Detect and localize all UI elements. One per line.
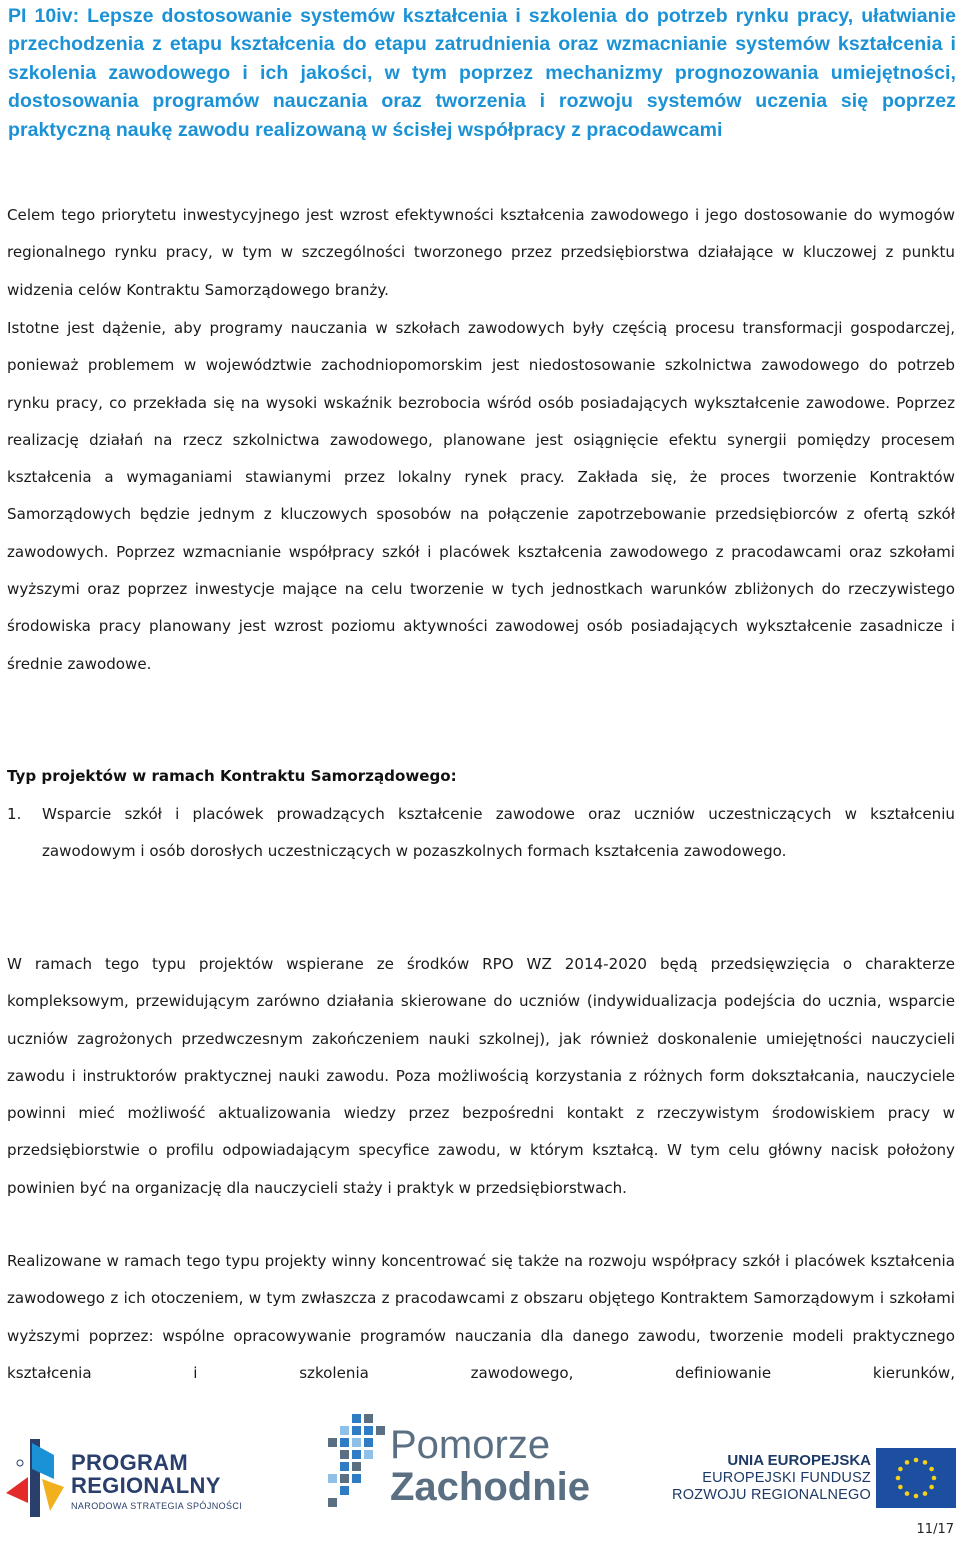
footer (0, 1400, 960, 1546)
eu-fund-logo (648, 1448, 956, 1518)
eu-flag-icon (876, 1448, 956, 1508)
page-number: 11/17 (916, 1522, 954, 1537)
pomorze-logo-line2: Zachodnie (390, 1465, 591, 1509)
program-regionalny-logo (6, 1433, 251, 1523)
list-item-number: 1. (7, 805, 22, 823)
pomorze-zachodnie-logo (320, 1410, 620, 1520)
list-item-text: Wsparcie szkół i placówek prowadzących kształcenie zawodowe oraz uczniów uczestniczących w kształceniu zawodowym i osób dorosłych uczestniczących w pozaszkolnych formach kształcenia zawodowego. (42, 805, 955, 861)
program-regionalny-emblem-icon (6, 1433, 66, 1523)
program-logo-line3: NARODOWA STRATEGIA SPÓJNOŚCI (71, 1501, 243, 1511)
pomorze-logo-line1: Pomorze (390, 1423, 551, 1467)
project-types-title: Typ projektów w ramach Kontraktu Samorządowego: (7, 767, 457, 785)
paragraph-cooperation: Realizowane w ramach tego typu projekty winny koncentrować się także na rozwoju współpracy szkół i placówek kształcenia zawodowego z ich otoczeniem, w tym zwłaszcza z pracodawcami z obszaru objętego Kontraktem Samorządowym i szkołami wyższymi poprzez: wspólne opracowywanie programów nauczania dla danego zawodu, tworzenie modeli praktycznego kształcenia i szkolenia zawodowego, definiowanie kierunków, (7, 1252, 955, 1382)
paragraph-support-scope: W ramach tego typu projektów wspierane ze środków RPO WZ 2014-2020 będą przedsięwzięcia o charakterze kompleksowym, przewidującym zarówno działania skierowane do uczniów (indywidualizacja podejścia do ucznia, wsparcie uczniów zagrożonych przedwczesnym zakończeniem nauki szkolnej), jak również doskonalenie umiejętności nauczycieli zawodu i instruktorów praktycznej nauki zawodu. Poza możliwością korzystania z różnych form dokształcania, nauczyciele powinni mieć możliwość aktualizowania wiedzy przez bezpośredni kontakt z rzeczywistym środowiskiem pracy w przedsiębiorstwie o profilu odpowiadającym specyfice zawodu, w którym kształcą. W tym celu główny nacisk położony powinien być na organizację dla nauczycieli staży i praktyk w przedsiębiorstwach. (7, 955, 955, 1197)
paragraph-objective: Celem tego priorytetu inwestycyjnego jest wzrost efektywności kształcenia zawodowego i jego dostosowanie do wymogów regionalnego rynku pracy, w tym w szczególności tworzonego przez przedsiębiorstwa działające w kluczowej z punktu widzenia celów Kontraktu Samorządowego branży. (7, 206, 955, 299)
eu-logo-line3: ROZWOJU REGIONALNEGO (672, 1487, 871, 1503)
pomorze-zachodnie-emblem-icon (320, 1410, 390, 1520)
paragraph-rationale: Istotne jest dążenie, aby programy nauczania w szkołach zawodowych były częścią procesu transformacji gospodarczej, ponieważ problemem w województwie zachodniopomorskim jest niedostosowanie szkolnictwa zawodowego do potrzeb rynku pracy, co przekłada się na wysoki wskaźnik bezrobocia wśród osób posiadających wykształcenie zawodowe. Poprzez realizację działań na rzecz szkolnictwa zawodowego, planowane jest osiągnięcie efektu synergii pomiędzy procesem kształcenia a wymaganiami stawianymi przez lokalny rynek pracy. Zakłada się, że proces tworzenie Kontraktów Samorządowych będzie jednym z kluczowych sposobów na połączenie zapotrzebowanie przedsiębiorców z ofertą szkół zawodowych. Poprzez wzmacnianie współpracy szkół i placówek kształcenia zawodowego z pracodawcami oraz szkołami wyższymi oraz poprzez inwestycje mające na celu tworzenie w tych jednostkach warunków zbliżonych do rzeczywistego środowiska pracy planowany jest wzrost poziomu aktywności zawodowej osób posiadających wykształcenie zasadnicze i średnie zawodowe. (7, 319, 955, 673)
program-logo-line1: PROGRAM (71, 1450, 188, 1475)
program-logo-line2: REGIONALNY (71, 1473, 221, 1498)
eu-logo-line1: UNIA EUROPEJSKA (727, 1452, 871, 1469)
priority-heading: PI 10iv: Lepsze dostosowanie systemów kształcenia i szkolenia do potrzeb rynku pracy, ułatwianie przechodzenia z etapu kształcenia do etapu zatrudnienia oraz wzmacnianie systemów kształcenia i szkolenia zawodowego i ich jakości, w tym poprzez mechanizmy prognozowania umiejętności, dostosowania programów nauczania oraz tworzenia i rozwoju systemów uczenia się poprzez praktyczną naukę zawodu realizowaną w ścisłej współpracy z pracodawcami (8, 5, 956, 141)
eu-logo-line2: EUROPEJSKI FUNDUSZ (702, 1470, 871, 1486)
